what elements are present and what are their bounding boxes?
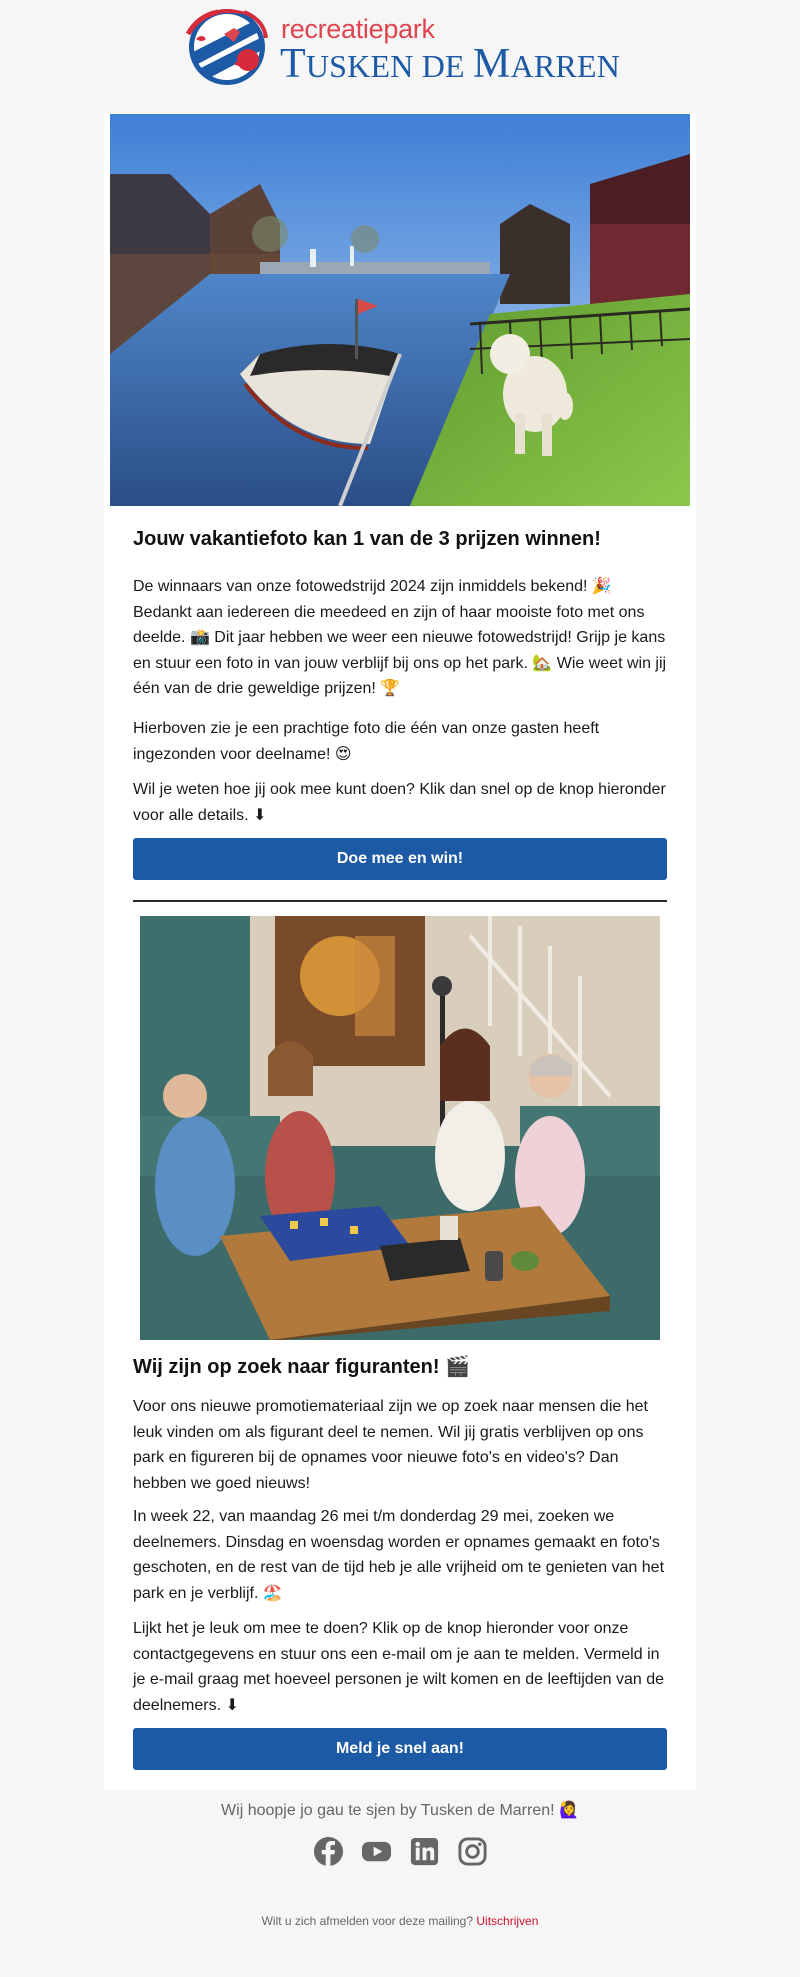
logo-title: TUSKEN DE MARREN (280, 41, 620, 87)
instagram-icon[interactable] (457, 1836, 488, 1867)
section1-paragraph-3: Wil je weten hoe jij ook mee kunt doen? Klik dan snel op de knop hieronder voor alle details. ⬇ (133, 781, 666, 824)
youtube-icon[interactable] (361, 1836, 392, 1867)
unsubscribe-text: Wilt u zich afmelden voor deze mailing? (261, 1914, 474, 1928)
newsletter-card (104, 114, 696, 1790)
signup-figurant-button[interactable]: Meld je snel aan! (133, 1728, 667, 1770)
figurants-photo (140, 916, 660, 1340)
social-links (0, 1836, 800, 1867)
footer-greeting: Wij hoopje jo gau te sjen by Tusken de Marren! 🙋‍♀️ (221, 1802, 579, 1819)
hero-photo (110, 114, 690, 506)
linkedin-icon[interactable] (409, 1836, 440, 1867)
logo-subtitle: recreatiepark (281, 14, 435, 44)
section2-paragraph-2: In week 22, van maandag 26 mei t/m donderdag 29 mei, zoeken we deelnemers. Dinsdag en woensdag worden er opnames gemaakt en foto's geschoten, en de rest van de tijd heb je alle vrijheid om te genieten van het park en je verblijf. 🏖️ (133, 1508, 665, 1602)
section2-paragraph-3: Lijkt het je leuk om mee te doen? Klik op de knop hieronder voor onze contactgegevens en stuur ons een e-mail om je aan te melden. Vermeld in je e-mail graag met hoeveel personen je wilt komen en de leeftijden van de deelnemers. ⬇ (133, 1620, 664, 1714)
join-contest-button[interactable]: Doe mee en win! (133, 838, 667, 880)
header-logo[interactable] (0, 0, 800, 96)
section-divider (133, 900, 667, 902)
facebook-icon[interactable] (313, 1836, 344, 1867)
section2-paragraph-1: Voor ons nieuwe promotiemateriaal zijn we op zoek naar mensen die het leuk vinden om als figurant deel te nemen. Wil jij gratis verblijven op ons park en figureren bij de opnames voor nieuwe foto's en video's? Dan hebben we goed nieuws! (133, 1398, 648, 1492)
section2-title: Wij zijn op zoek naar figuranten! 🎬 (133, 1356, 470, 1378)
park-logo-icon (184, 4, 270, 86)
unsubscribe-link[interactable]: Uitschrijven (476, 1914, 539, 1928)
section1-paragraph-1: De winnaars van onze fotowedstrijd 2024 zijn inmiddels bekend! 🎉 Bedankt aan iedereen die meedeed en zijn of haar mooiste foto met ons deelde. 📸 Dit jaar hebben we weer een nieuwe fotowedstrijd! Grijp je kans en stuur een foto in van jouw verblijf bij ons op het park. 🏡 Wie weet win jij één van de drie geweldige prijzen! 🏆 (133, 578, 667, 698)
section1-title: Jouw vakantiefoto kan 1 van de 3 prijzen winnen! (133, 528, 601, 550)
section1-paragraph-2: Hierboven zie je een prachtige foto die één van onze gasten heeft ingezonden voor deelname! 😍 (133, 720, 600, 763)
unsubscribe-line (0, 1914, 800, 1928)
